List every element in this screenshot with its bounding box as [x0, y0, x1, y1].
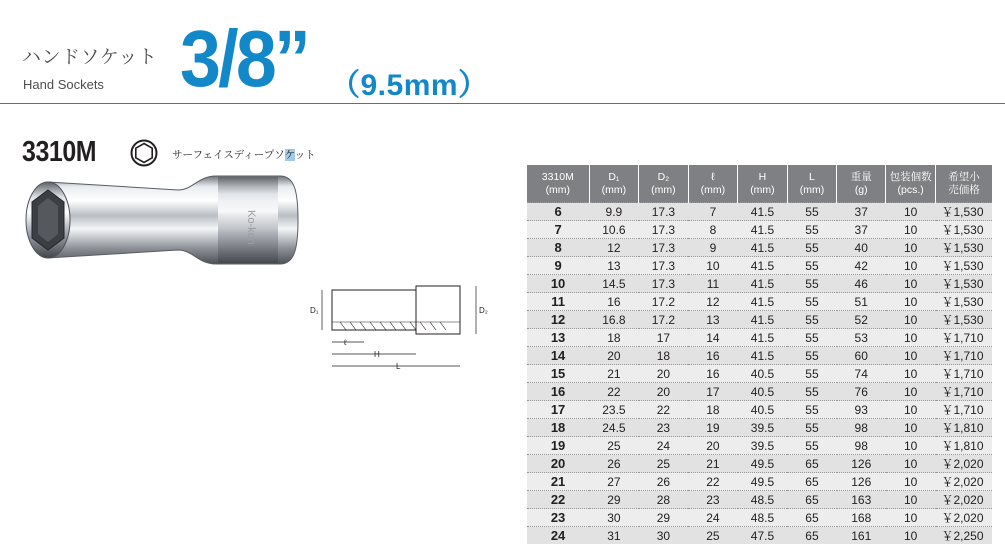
table-cell: 10	[886, 491, 936, 509]
table-cell: 126	[837, 455, 886, 473]
table-cell: 7	[688, 203, 738, 221]
table-cell: 49.5	[738, 455, 788, 473]
table-cell: 23	[639, 419, 689, 437]
size-cell: 21	[527, 473, 589, 491]
table-cell: 10	[886, 257, 936, 275]
table-cell: 17.3	[639, 257, 689, 275]
spec-table-body	[527, 203, 992, 545]
table-cell: 51	[837, 293, 886, 311]
table-cell: 17	[639, 329, 689, 347]
spec-table-header	[527, 165, 992, 203]
table-cell: 29	[639, 509, 689, 527]
size-cell: 18	[527, 419, 589, 437]
price-cell: ￥2,020	[936, 473, 993, 491]
table-cell: 168	[837, 509, 886, 527]
table-cell: 20	[639, 383, 689, 401]
table-cell: 10	[886, 221, 936, 239]
table-cell: 10	[886, 455, 936, 473]
table-cell: 47.5	[738, 527, 788, 545]
table-row	[527, 347, 992, 365]
size-cell: 16	[527, 383, 589, 401]
size-cell: 7	[527, 221, 589, 239]
table-cell: 55	[787, 275, 837, 293]
table-cell: 29	[589, 491, 639, 509]
table-cell: 10	[886, 239, 936, 257]
table-cell: 27	[589, 473, 639, 491]
table-row	[527, 527, 992, 545]
table-cell: 55	[787, 239, 837, 257]
table-cell: 8	[688, 221, 738, 239]
size-cell: 11	[527, 293, 589, 311]
table-row	[527, 257, 992, 275]
price-cell: ￥1,530	[936, 221, 993, 239]
spec-table	[527, 165, 992, 544]
column-header: 包装個数 (pcs.)	[886, 165, 936, 203]
column-header: 3310M (mm)	[527, 165, 589, 203]
table-row	[527, 419, 992, 437]
table-cell: 55	[787, 383, 837, 401]
table-row	[527, 455, 992, 473]
table-cell: 55	[787, 401, 837, 419]
table-cell: 18	[688, 401, 738, 419]
table-cell: 21	[589, 365, 639, 383]
table-cell: 39.5	[738, 419, 788, 437]
table-cell: 20	[589, 347, 639, 365]
size-cell: 24	[527, 527, 589, 545]
price-cell: ￥1,810	[936, 437, 993, 455]
title-japanese: ハンドソケット	[22, 46, 158, 68]
table-cell: 76	[837, 383, 886, 401]
table-cell: 41.5	[738, 221, 788, 239]
table-cell: 28	[639, 491, 689, 509]
table-cell: 17.3	[639, 221, 689, 239]
table-cell: 10	[886, 437, 936, 455]
table-cell: 65	[787, 527, 837, 545]
price-cell: ￥1,710	[936, 365, 993, 383]
table-cell: 30	[639, 527, 689, 545]
table-cell: 93	[837, 401, 886, 419]
table-cell: 16	[589, 293, 639, 311]
table-cell: 20	[639, 365, 689, 383]
table-cell: 65	[787, 473, 837, 491]
table-cell: 48.5	[738, 509, 788, 527]
table-cell: 55	[787, 203, 837, 221]
table-cell: 10	[886, 275, 936, 293]
table-cell: 55	[787, 293, 837, 311]
price-cell: ￥1,530	[936, 203, 993, 221]
table-cell: 12	[589, 239, 639, 257]
table-cell: 37	[837, 221, 886, 239]
table-cell: 41.5	[738, 329, 788, 347]
table-cell: 11	[688, 275, 738, 293]
table-cell: 126	[837, 473, 886, 491]
table-cell: 41.5	[738, 239, 788, 257]
table-cell: 12	[688, 293, 738, 311]
table-cell: 55	[787, 347, 837, 365]
size-cell: 12	[527, 311, 589, 329]
column-header: H (mm)	[738, 165, 788, 203]
table-row	[527, 221, 992, 239]
table-cell: 24.5	[589, 419, 639, 437]
table-cell: 55	[787, 437, 837, 455]
price-cell: ￥1,530	[936, 257, 993, 275]
size-cell: 19	[527, 437, 589, 455]
price-cell: ￥1,710	[936, 329, 993, 347]
size-cell: 17	[527, 401, 589, 419]
table-cell: 55	[787, 257, 837, 275]
table-cell: 17.3	[639, 239, 689, 257]
model-number: 3310M	[22, 136, 97, 168]
table-cell: 98	[837, 419, 886, 437]
table-cell: 17.2	[639, 311, 689, 329]
table-row	[527, 437, 992, 455]
drive-size-title: 3/8”	[180, 14, 309, 103]
table-row	[527, 401, 992, 419]
table-cell: 16	[688, 347, 738, 365]
table-cell: 41.5	[738, 275, 788, 293]
price-cell: ￥1,530	[936, 293, 993, 311]
size-cell: 22	[527, 491, 589, 509]
price-cell: ￥2,020	[936, 491, 993, 509]
price-cell: ￥1,530	[936, 311, 993, 329]
table-cell: 10	[886, 473, 936, 491]
table-cell: 41.5	[738, 293, 788, 311]
table-cell: 60	[837, 347, 886, 365]
table-cell: 9	[688, 239, 738, 257]
table-cell: 42	[837, 257, 886, 275]
table-cell: 55	[787, 221, 837, 239]
table-cell: 26	[589, 455, 639, 473]
table-cell: 16	[688, 365, 738, 383]
table-cell: 40.5	[738, 365, 788, 383]
table-cell: 40.5	[738, 383, 788, 401]
table-cell: 40	[837, 239, 886, 257]
table-cell: 10	[886, 203, 936, 221]
table-cell: 40.5	[738, 401, 788, 419]
table-cell: 22	[688, 473, 738, 491]
price-cell: ￥1,810	[936, 419, 993, 437]
table-row	[527, 311, 992, 329]
table-cell: 41.5	[738, 311, 788, 329]
table-cell: 13	[688, 311, 738, 329]
table-cell: 14.5	[589, 275, 639, 293]
table-row	[527, 329, 992, 347]
table-cell: 25	[589, 437, 639, 455]
table-cell: 31	[589, 527, 639, 545]
table-cell: 55	[787, 419, 837, 437]
label-l-small: ℓ	[344, 338, 347, 347]
table-cell: 17	[688, 383, 738, 401]
label-h: H	[374, 350, 380, 359]
table-cell: 17.3	[639, 203, 689, 221]
column-header: 重量 (g)	[837, 165, 886, 203]
column-header: D₁ (mm)	[589, 165, 639, 203]
table-cell: 16.8	[589, 311, 639, 329]
table-cell: 21	[688, 455, 738, 473]
table-cell: 24	[688, 509, 738, 527]
label-l: L	[396, 362, 401, 371]
column-header: L (mm)	[787, 165, 837, 203]
description-highlight: ケ	[284, 149, 295, 161]
table-cell: 10	[886, 311, 936, 329]
size-cell: 6	[527, 203, 589, 221]
table-cell: 23.5	[589, 401, 639, 419]
hexagon-socket-icon	[130, 139, 158, 167]
table-cell: 18	[639, 347, 689, 365]
table-cell: 10	[886, 509, 936, 527]
table-row	[527, 491, 992, 509]
size-cell: 10	[527, 275, 589, 293]
table-cell: 20	[688, 437, 738, 455]
table-cell: 10	[886, 293, 936, 311]
table-cell: 10	[886, 347, 936, 365]
table-cell: 163	[837, 491, 886, 509]
table-cell: 10	[886, 365, 936, 383]
table-cell: 18	[589, 329, 639, 347]
table-cell: 46	[837, 275, 886, 293]
table-cell: 17.2	[639, 293, 689, 311]
dimension-drawing	[300, 282, 490, 372]
header-divider	[0, 103, 1005, 104]
table-row	[527, 365, 992, 383]
price-cell: ￥2,250	[936, 527, 993, 545]
table-cell: 10	[886, 383, 936, 401]
table-cell: 17.3	[639, 275, 689, 293]
table-cell: 41.5	[738, 347, 788, 365]
price-cell: ￥1,710	[936, 383, 993, 401]
table-cell: 41.5	[738, 257, 788, 275]
price-cell: ￥1,710	[936, 401, 993, 419]
table-cell: 14	[688, 329, 738, 347]
size-cell: 23	[527, 509, 589, 527]
size-cell: 20	[527, 455, 589, 473]
table-row	[527, 473, 992, 491]
table-row	[527, 275, 992, 293]
table-cell: 22	[589, 383, 639, 401]
table-cell: 30	[589, 509, 639, 527]
table-row	[527, 293, 992, 311]
table-cell: 25	[639, 455, 689, 473]
size-cell: 14	[527, 347, 589, 365]
table-cell: 10	[886, 419, 936, 437]
table-cell: 74	[837, 365, 886, 383]
table-cell: 37	[837, 203, 886, 221]
size-cell: 13	[527, 329, 589, 347]
table-cell: 10	[886, 329, 936, 347]
table-cell: 55	[787, 365, 837, 383]
table-cell: 10	[886, 527, 936, 545]
table-cell: 161	[837, 527, 886, 545]
model-description: サーフェイスディープソケット	[172, 149, 316, 161]
table-row	[527, 509, 992, 527]
table-cell: 10	[688, 257, 738, 275]
drive-size-mm: （9.5mm）	[330, 69, 489, 102]
label-d2: D₂	[479, 306, 488, 315]
table-cell: 52	[837, 311, 886, 329]
price-cell: ￥2,020	[936, 509, 993, 527]
price-cell: ￥1,710	[936, 347, 993, 365]
table-cell: 65	[787, 455, 837, 473]
table-cell: 48.5	[738, 491, 788, 509]
svg-text:Ko-ken: Ko-ken	[245, 210, 257, 245]
table-cell: 55	[787, 311, 837, 329]
table-cell: 65	[787, 509, 837, 527]
table-cell: 98	[837, 437, 886, 455]
column-header: D₂ (mm)	[639, 165, 689, 203]
table-row	[527, 383, 992, 401]
size-cell: 9	[527, 257, 589, 275]
table-cell: 23	[688, 491, 738, 509]
table-cell: 24	[639, 437, 689, 455]
table-cell: 26	[639, 473, 689, 491]
table-cell: 19	[688, 419, 738, 437]
label-d1: D₁	[310, 306, 319, 315]
price-cell: ￥1,530	[936, 239, 993, 257]
table-cell: 13	[589, 257, 639, 275]
table-row	[527, 239, 992, 257]
column-header: ℓ (mm)	[688, 165, 738, 203]
title-english: Hand Sockets	[23, 77, 104, 92]
table-cell: 25	[688, 527, 738, 545]
table-cell: 65	[787, 491, 837, 509]
table-cell: 49.5	[738, 473, 788, 491]
size-cell: 15	[527, 365, 589, 383]
socket-photo	[18, 170, 303, 270]
table-cell: 10	[886, 401, 936, 419]
table-row	[527, 203, 992, 221]
size-cell: 8	[527, 239, 589, 257]
table-cell: 10.6	[589, 221, 639, 239]
price-cell: ￥2,020	[936, 455, 993, 473]
column-header: 希望小 売価格	[936, 165, 993, 203]
table-cell: 41.5	[738, 203, 788, 221]
table-cell: 55	[787, 329, 837, 347]
table-cell: 9.9	[589, 203, 639, 221]
price-cell: ￥1,530	[936, 275, 993, 293]
table-cell: 39.5	[738, 437, 788, 455]
table-cell: 22	[639, 401, 689, 419]
table-cell: 53	[837, 329, 886, 347]
